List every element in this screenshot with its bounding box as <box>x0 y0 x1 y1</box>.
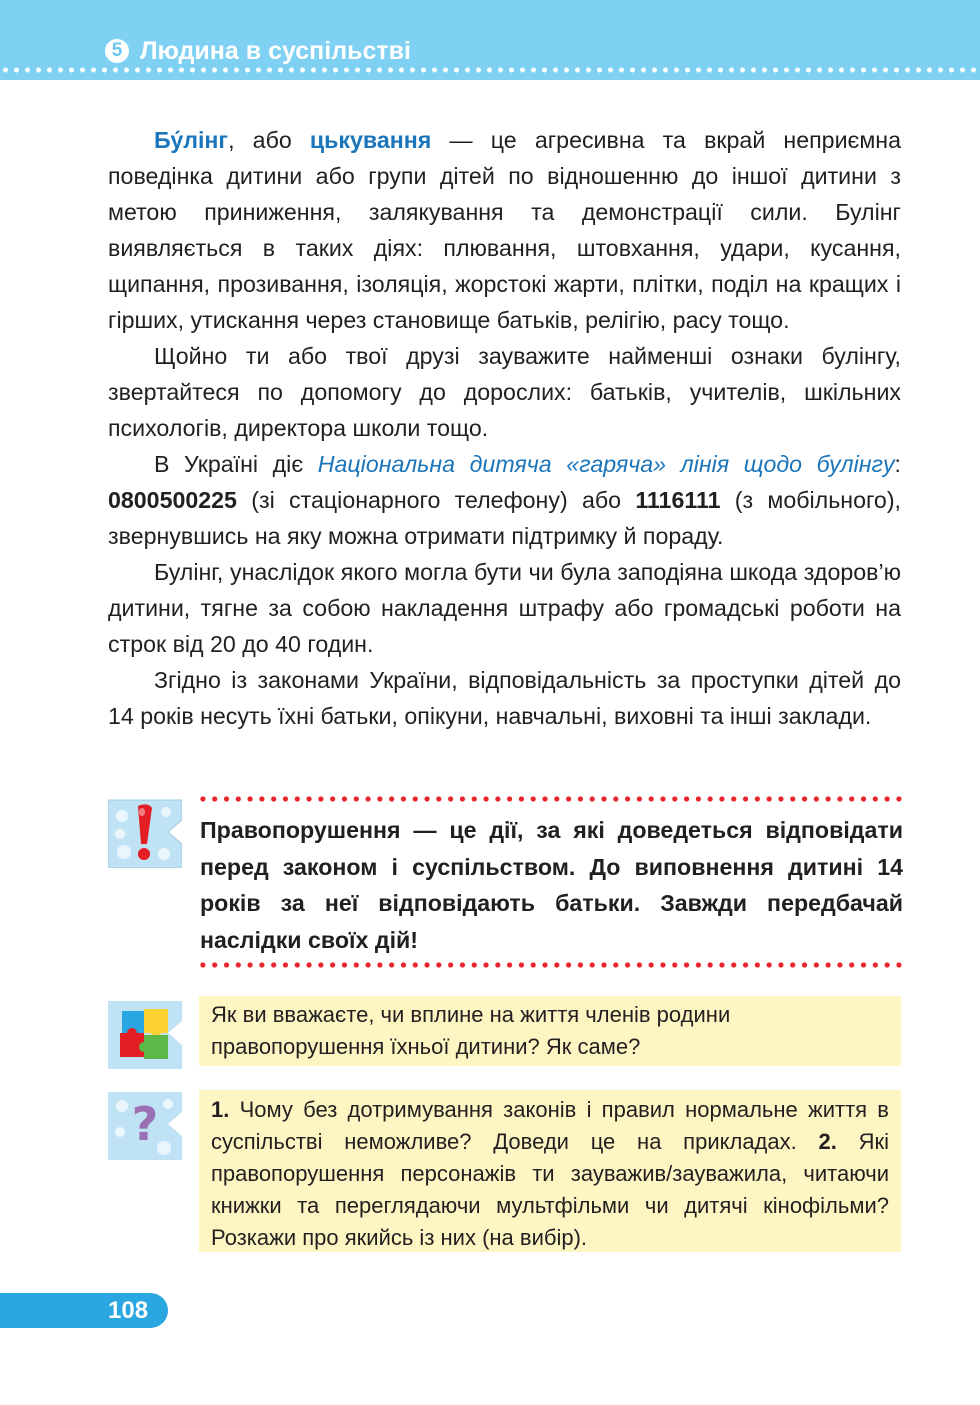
svg-text:?: ? <box>131 1097 159 1151</box>
definition-text: — це агресивна та вкрай неприємна поведінка дитини або групи дітей по відношенню до іншої дитини з метою приниження, залякування та демонстрації сили. Булінг виявляється в таких діях: плювання, штовхання, удари, кусання, щипання, прозивання, ізоляція, жорстокі жарти, плітки, поділ на кращих і гірших, утискання через становище батьків, релігію, расу тощо. <box>108 127 901 333</box>
hotline-phone-landline: 0800500225 <box>108 487 237 513</box>
paragraph-bullying-definition <box>108 122 901 338</box>
paragraph-responsibility: Згідно із законами України, відповідальність за проступки дітей до 14 років несуть їхні батьки, опікуни, навчальні, виховні та інші заклади. <box>108 667 901 729</box>
paragraph-seek-help: Щойно ти або твої друзі зауважите найменші ознаки булінгу, звертайтеся по допомогу до дорослих: батьків, учителів, шкільних психологів, директора школи тощо. <box>108 343 901 441</box>
page-header <box>0 0 980 80</box>
term-separator: , або <box>228 127 310 153</box>
hotline-end-text: (з мобільного), звернувшись на яку можна отримати підтримку й пораду. <box>108 487 901 549</box>
header-dotted-divider <box>0 66 980 74</box>
discussion-box: Як ви вважаєте, чи вплине на життя членів родини правопорушення їхньої дитини? Як саме? <box>199 996 901 1066</box>
hotline-intro: В Україні діє <box>154 451 318 477</box>
question-2-number: 2. <box>818 1129 837 1154</box>
exclamation-icon <box>108 796 182 868</box>
rule-bottom-dotted-divider <box>197 960 905 970</box>
hotline-phone-mobile: 1116111 <box>635 487 721 513</box>
puzzle-icon <box>108 997 182 1069</box>
hotline-colon: : <box>894 451 901 477</box>
question-1-number: 1. <box>211 1097 230 1122</box>
chapter-title: Людина в суспільстві <box>140 37 411 65</box>
chapter-number-badge: 5 <box>105 39 129 63</box>
questions-box <box>199 1090 901 1252</box>
question-2-text: Які правопорушення персонажів ти зауважив/зауважила, читаючи книжки та переглядаючи мультфільми чи дитячі кінофільми? Розкажи про якийсь із них (на вибір). <box>211 1129 890 1250</box>
rule-top-dotted-divider <box>197 794 905 804</box>
main-text <box>108 122 901 734</box>
question-1-text: Чому без дотримування законів і правил нормальне життя в суспільстві неможливе? Доведи це на прикладах. <box>211 1097 889 1154</box>
question-icon <box>108 1088 182 1160</box>
paragraph-penalty: Булінг, унаслідок якого могла бути чи була заподіяна шкода здоров’ю дитини, тягне за собою накладення штрафу або громадські роботи на строк від 20 до 40 годин. <box>108 559 901 657</box>
hotline-mid-text: (зі стаціонарного телефону) або <box>236 487 636 513</box>
page-number-tab <box>0 1293 168 1328</box>
hotline-name: Національна дитяча «гаряча» лінія щодо булінгу <box>317 451 895 477</box>
page-number: 108 <box>108 1297 149 1324</box>
rule-text: Правопорушення — це дії, за які доведеться відповідати перед законом і суспільством. До виповнення дитині 14 років за неї відповідають батьки. Завжди передбачай наслідки своїх дій! <box>200 817 903 953</box>
paragraph-hotline <box>108 446 901 554</box>
term-harassment: цькування <box>309 127 432 153</box>
term-bullying: Бу́лінг <box>154 127 229 153</box>
